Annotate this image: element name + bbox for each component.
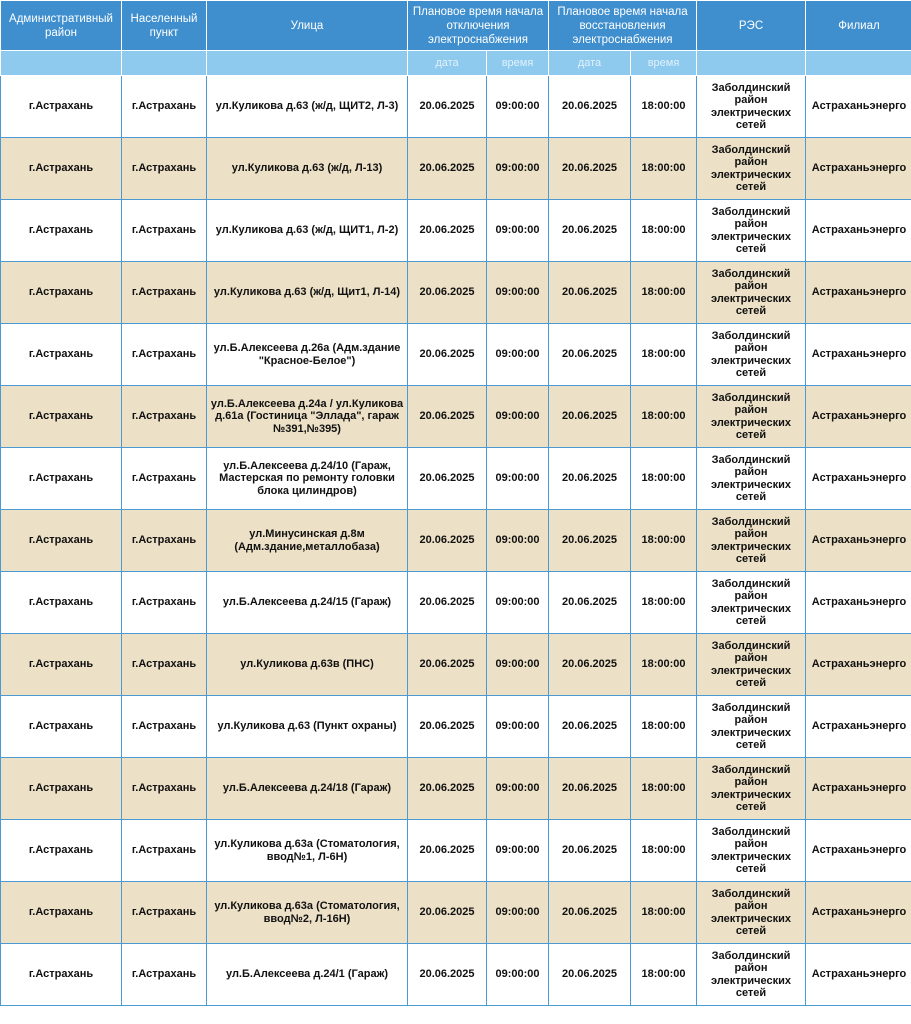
cell-branch: Астраханьэнерго bbox=[806, 262, 911, 324]
cell-restore-time: 18:00:00 bbox=[631, 758, 697, 820]
cell-restore-date: 20.06.2025 bbox=[549, 572, 631, 634]
cell-branch: Астраханьэнерго bbox=[806, 820, 911, 882]
table-row bbox=[1, 572, 911, 634]
table-row bbox=[1, 386, 911, 448]
cell-admin-district: г.Астрахань bbox=[1, 200, 122, 262]
cell-res: Заболдинский район электрических сетей bbox=[697, 200, 806, 262]
table-row bbox=[1, 634, 911, 696]
cell-outage-time: 09:00:00 bbox=[487, 76, 549, 138]
cell-settlement: г.Астрахань bbox=[122, 324, 207, 386]
cell-restore-time: 18:00:00 bbox=[631, 820, 697, 882]
cell-restore-date: 20.06.2025 bbox=[549, 76, 631, 138]
cell-outage-date: 20.06.2025 bbox=[408, 386, 487, 448]
cell-restore-date: 20.06.2025 bbox=[549, 820, 631, 882]
cell-outage-date: 20.06.2025 bbox=[408, 138, 487, 200]
table-body bbox=[1, 76, 911, 1006]
cell-branch: Астраханьэнерго bbox=[806, 448, 911, 510]
cell-admin-district: г.Астрахань bbox=[1, 758, 122, 820]
cell-settlement: г.Астрахань bbox=[122, 138, 207, 200]
subheader-empty bbox=[207, 51, 408, 76]
table-row bbox=[1, 76, 911, 138]
cell-restore-time: 18:00:00 bbox=[631, 448, 697, 510]
cell-branch: Астраханьэнерго bbox=[806, 634, 911, 696]
cell-restore-date: 20.06.2025 bbox=[549, 696, 631, 758]
cell-street: ул.Б.Алексеева д.24/18 (Гараж) bbox=[207, 758, 408, 820]
cell-admin-district: г.Астрахань bbox=[1, 510, 122, 572]
cell-branch: Астраханьэнерго bbox=[806, 76, 911, 138]
cell-restore-time: 18:00:00 bbox=[631, 262, 697, 324]
header-row bbox=[1, 1, 911, 51]
cell-outage-time: 09:00:00 bbox=[487, 386, 549, 448]
cell-restore-date: 20.06.2025 bbox=[549, 882, 631, 944]
cell-branch: Астраханьэнерго bbox=[806, 882, 911, 944]
cell-outage-date: 20.06.2025 bbox=[408, 200, 487, 262]
cell-restore-date: 20.06.2025 bbox=[549, 262, 631, 324]
cell-admin-district: г.Астрахань bbox=[1, 448, 122, 510]
cell-settlement: г.Астрахань bbox=[122, 820, 207, 882]
cell-branch: Астраханьэнерго bbox=[806, 138, 911, 200]
subheader-empty bbox=[1, 51, 122, 76]
cell-res: Заболдинский район электрических сетей bbox=[697, 510, 806, 572]
cell-settlement: г.Астрахань bbox=[122, 944, 207, 1006]
cell-branch: Астраханьэнерго bbox=[806, 200, 911, 262]
cell-outage-date: 20.06.2025 bbox=[408, 76, 487, 138]
cell-res: Заболдинский район электрических сетей bbox=[697, 820, 806, 882]
cell-street: ул.Б.Алексеева д.24а / ул.Куликова д.61а (Гостиница "Эллада", гараж №391,№395) bbox=[207, 386, 408, 448]
cell-restore-date: 20.06.2025 bbox=[549, 386, 631, 448]
cell-restore-time: 18:00:00 bbox=[631, 386, 697, 448]
cell-street: ул.Б.Алексеева д.26а (Адм.здание "Красное-Белое") bbox=[207, 324, 408, 386]
cell-settlement: г.Астрахань bbox=[122, 448, 207, 510]
cell-restore-date: 20.06.2025 bbox=[549, 634, 631, 696]
cell-street: ул.Куликова д.63 (ж/д, ЩИТ1, Л-2) bbox=[207, 200, 408, 262]
cell-outage-date: 20.06.2025 bbox=[408, 944, 487, 1006]
cell-res: Заболдинский район электрических сетей bbox=[697, 262, 806, 324]
cell-restore-date: 20.06.2025 bbox=[549, 758, 631, 820]
table-row bbox=[1, 262, 911, 324]
cell-admin-district: г.Астрахань bbox=[1, 820, 122, 882]
cell-outage-date: 20.06.2025 bbox=[408, 262, 487, 324]
cell-outage-time: 09:00:00 bbox=[487, 138, 549, 200]
cell-street: ул.Куликова д.63 (ж/д, Щит1, Л-14) bbox=[207, 262, 408, 324]
cell-street: ул.Куликова д.63а (Стоматология, ввод№2, Л-16Н) bbox=[207, 882, 408, 944]
cell-restore-date: 20.06.2025 bbox=[549, 510, 631, 572]
subheader-outage-date: дата bbox=[408, 51, 487, 76]
cell-settlement: г.Астрахань bbox=[122, 696, 207, 758]
cell-settlement: г.Астрахань bbox=[122, 572, 207, 634]
cell-restore-time: 18:00:00 bbox=[631, 76, 697, 138]
cell-outage-time: 09:00:00 bbox=[487, 510, 549, 572]
table-row bbox=[1, 510, 911, 572]
cell-settlement: г.Астрахань bbox=[122, 634, 207, 696]
cell-restore-time: 18:00:00 bbox=[631, 634, 697, 696]
cell-branch: Астраханьэнерго bbox=[806, 758, 911, 820]
cell-admin-district: г.Астрахань bbox=[1, 138, 122, 200]
cell-restore-date: 20.06.2025 bbox=[549, 944, 631, 1006]
table-row bbox=[1, 758, 911, 820]
cell-settlement: г.Астрахань bbox=[122, 758, 207, 820]
cell-admin-district: г.Астрахань bbox=[1, 696, 122, 758]
cell-restore-date: 20.06.2025 bbox=[549, 138, 631, 200]
cell-settlement: г.Астрахань bbox=[122, 76, 207, 138]
cell-street: ул.Куликова д.63в (ПНС) bbox=[207, 634, 408, 696]
cell-outage-time: 09:00:00 bbox=[487, 820, 549, 882]
cell-restore-date: 20.06.2025 bbox=[549, 448, 631, 510]
cell-settlement: г.Астрахань bbox=[122, 200, 207, 262]
cell-res: Заболдинский район электрических сетей bbox=[697, 882, 806, 944]
cell-restore-time: 18:00:00 bbox=[631, 696, 697, 758]
cell-admin-district: г.Астрахань bbox=[1, 572, 122, 634]
cell-admin-district: г.Астрахань bbox=[1, 324, 122, 386]
cell-outage-date: 20.06.2025 bbox=[408, 696, 487, 758]
cell-res: Заболдинский район электрических сетей bbox=[697, 386, 806, 448]
cell-res: Заболдинский район электрических сетей bbox=[697, 448, 806, 510]
header-restore-start: Плановое время начала восстановления электроснабжения bbox=[549, 1, 697, 51]
subheader-empty bbox=[122, 51, 207, 76]
table-row bbox=[1, 448, 911, 510]
cell-restore-time: 18:00:00 bbox=[631, 200, 697, 262]
cell-branch: Астраханьэнерго bbox=[806, 510, 911, 572]
header-settlement: Населенный пункт bbox=[122, 1, 207, 51]
table-row bbox=[1, 324, 911, 386]
subheader-restore-date: дата bbox=[549, 51, 631, 76]
cell-restore-time: 18:00:00 bbox=[631, 138, 697, 200]
cell-res: Заболдинский район электрических сетей bbox=[697, 324, 806, 386]
subheader-outage-time: время bbox=[487, 51, 549, 76]
cell-res: Заболдинский район электрических сетей bbox=[697, 758, 806, 820]
subheader-empty bbox=[806, 51, 911, 76]
cell-street: ул.Куликова д.63 (Пункт охраны) bbox=[207, 696, 408, 758]
table-header bbox=[1, 1, 911, 76]
table-row bbox=[1, 696, 911, 758]
cell-outage-date: 20.06.2025 bbox=[408, 820, 487, 882]
cell-outage-date: 20.06.2025 bbox=[408, 510, 487, 572]
cell-outage-time: 09:00:00 bbox=[487, 200, 549, 262]
cell-admin-district: г.Астрахань bbox=[1, 262, 122, 324]
cell-admin-district: г.Астрахань bbox=[1, 76, 122, 138]
header-branch: Филиал bbox=[806, 1, 911, 51]
cell-res: Заболдинский район электрических сетей bbox=[697, 944, 806, 1006]
cell-outage-time: 09:00:00 bbox=[487, 758, 549, 820]
cell-settlement: г.Астрахань bbox=[122, 262, 207, 324]
cell-restore-time: 18:00:00 bbox=[631, 882, 697, 944]
cell-res: Заболдинский район электрических сетей bbox=[697, 634, 806, 696]
cell-admin-district: г.Астрахань bbox=[1, 634, 122, 696]
table-row bbox=[1, 138, 911, 200]
cell-outage-date: 20.06.2025 bbox=[408, 572, 487, 634]
cell-outage-time: 09:00:00 bbox=[487, 572, 549, 634]
cell-branch: Астраханьэнерго bbox=[806, 944, 911, 1006]
cell-admin-district: г.Астрахань bbox=[1, 386, 122, 448]
header-outage-start: Плановое время начала отключения электроснабжения bbox=[408, 1, 549, 51]
header-admin-district: Административный район bbox=[1, 1, 122, 51]
cell-outage-date: 20.06.2025 bbox=[408, 882, 487, 944]
table-row bbox=[1, 882, 911, 944]
cell-outage-date: 20.06.2025 bbox=[408, 448, 487, 510]
cell-branch: Астраханьэнерго bbox=[806, 386, 911, 448]
cell-outage-time: 09:00:00 bbox=[487, 634, 549, 696]
cell-outage-time: 09:00:00 bbox=[487, 262, 549, 324]
cell-res: Заболдинский район электрических сетей bbox=[697, 76, 806, 138]
cell-outage-time: 09:00:00 bbox=[487, 448, 549, 510]
cell-outage-time: 09:00:00 bbox=[487, 944, 549, 1006]
cell-branch: Астраханьэнерго bbox=[806, 696, 911, 758]
cell-outage-date: 20.06.2025 bbox=[408, 758, 487, 820]
cell-res: Заболдинский район электрических сетей bbox=[697, 138, 806, 200]
cell-restore-date: 20.06.2025 bbox=[549, 200, 631, 262]
cell-street: ул.Б.Алексеева д.24/1 (Гараж) bbox=[207, 944, 408, 1006]
cell-street: ул.Б.Алексеева д.24/10 (Гараж, Мастерская по ремонту головки блока цилиндров) bbox=[207, 448, 408, 510]
subheader-restore-time: время bbox=[631, 51, 697, 76]
cell-branch: Астраханьэнерго bbox=[806, 572, 911, 634]
cell-outage-date: 20.06.2025 bbox=[408, 634, 487, 696]
cell-admin-district: г.Астрахань bbox=[1, 882, 122, 944]
cell-street: ул.Минусинская д.8м (Адм.здание,металлобаза) bbox=[207, 510, 408, 572]
cell-settlement: г.Астрахань bbox=[122, 882, 207, 944]
cell-street: ул.Б.Алексеева д.24/15 (Гараж) bbox=[207, 572, 408, 634]
header-street: Улица bbox=[207, 1, 408, 51]
header-res: РЭС bbox=[697, 1, 806, 51]
cell-restore-time: 18:00:00 bbox=[631, 510, 697, 572]
table-row bbox=[1, 820, 911, 882]
cell-restore-time: 18:00:00 bbox=[631, 324, 697, 386]
subheader-row bbox=[1, 51, 911, 76]
cell-street: ул.Куликова д.63 (ж/д, Л-13) bbox=[207, 138, 408, 200]
cell-restore-date: 20.06.2025 bbox=[549, 324, 631, 386]
cell-restore-time: 18:00:00 bbox=[631, 944, 697, 1006]
cell-res: Заболдинский район электрических сетей bbox=[697, 572, 806, 634]
cell-outage-time: 09:00:00 bbox=[487, 324, 549, 386]
cell-branch: Астраханьэнерго bbox=[806, 324, 911, 386]
cell-outage-time: 09:00:00 bbox=[487, 696, 549, 758]
cell-settlement: г.Астрахань bbox=[122, 386, 207, 448]
cell-outage-time: 09:00:00 bbox=[487, 882, 549, 944]
cell-settlement: г.Астрахань bbox=[122, 510, 207, 572]
cell-res: Заболдинский район электрических сетей bbox=[697, 696, 806, 758]
cell-street: ул.Куликова д.63 (ж/д, ЩИТ2, Л-3) bbox=[207, 76, 408, 138]
cell-outage-date: 20.06.2025 bbox=[408, 324, 487, 386]
cell-street: ул.Куликова д.63а (Стоматология, ввод№1, Л-6Н) bbox=[207, 820, 408, 882]
cell-admin-district: г.Астрахань bbox=[1, 944, 122, 1006]
table-row bbox=[1, 944, 911, 1006]
table-row bbox=[1, 200, 911, 262]
cell-restore-time: 18:00:00 bbox=[631, 572, 697, 634]
subheader-empty bbox=[697, 51, 806, 76]
